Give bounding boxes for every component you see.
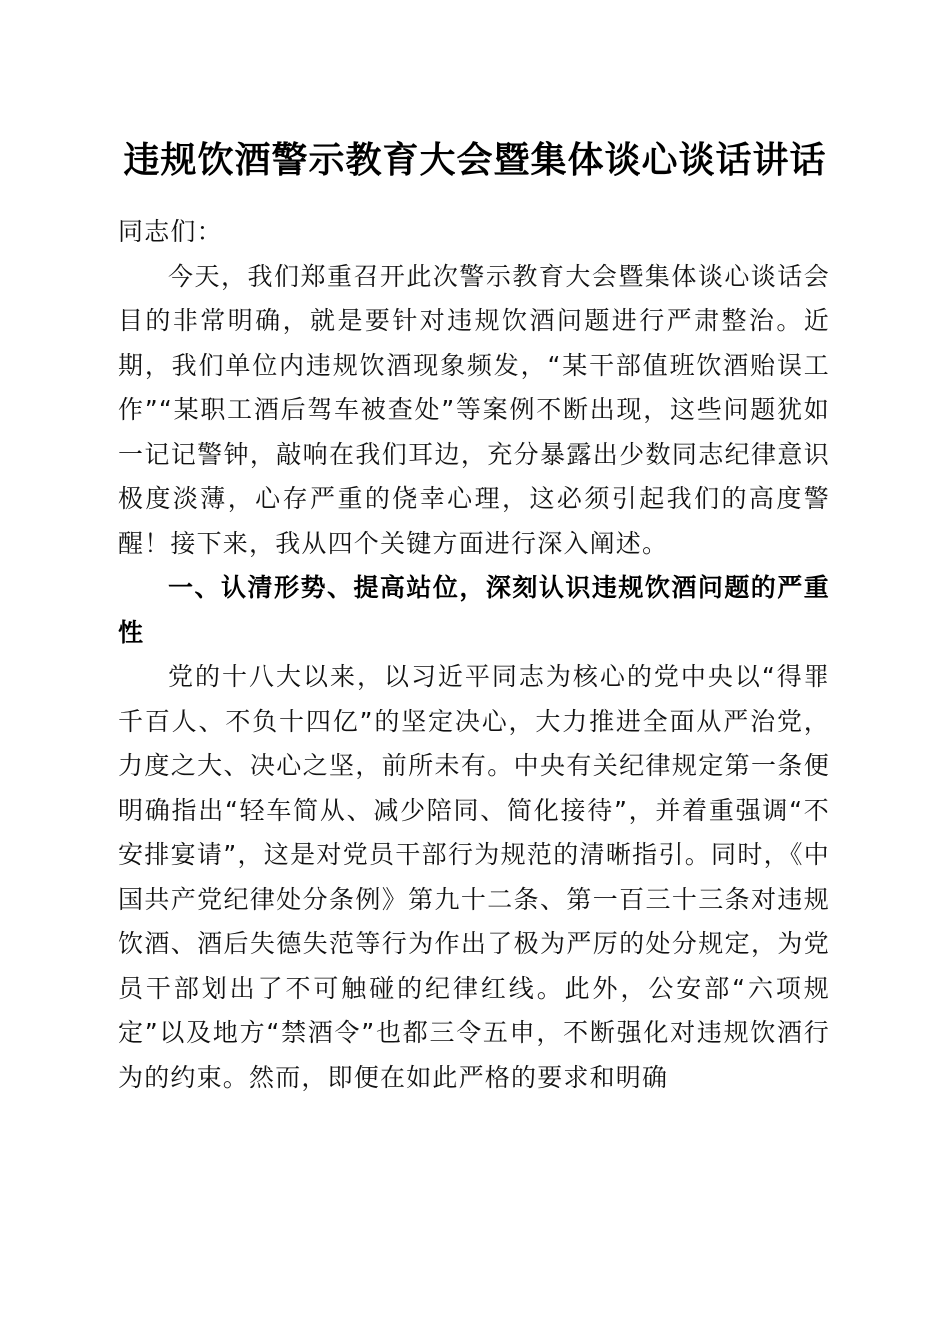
document-title: 违规饮酒警示教育大会暨集体谈心谈话讲话 (123, 139, 827, 181)
document-body (118, 210, 830, 1100)
section-heading-1: 一、认清形势、提高站位，深刻认识违规饮酒问题的严重性 (118, 573, 830, 647)
salutation: 同志们： (118, 217, 223, 246)
paragraph-section-1: 党的十八大以来，以习近平同志为核心的党中央以“得罪千百人、不负十四亿”的坚定决心，大力推进全面从严治党，力度之大、决心之坚，前所未有。中央有关纪律规定第一条便明确指出“轻车简从、减少陪同、简化接待”，并着重强调“不安排宴请”，这是对党员干部行为规范的清晰指引。同时，《中国共产党纪律处分条例》第九十二条、第一百三十三条对违规饮酒、酒后失德失范等行为作出了极为严厉的处分规定，为党员干部划出了不可触碰的纪律红线。此外，公安部“六项规定”以及地方“禁酒令”也都三令五申，不断强化对违规饮酒行为的约束。然而，即便在如此严格的要求和明确 (118, 662, 830, 1092)
paragraph-intro: 今天，我们郑重召开此次警示教育大会暨集体谈心谈话会目的非常明确，就是要针对违规饮酒问题进行严肃整治。近期，我们单位内违规饮酒现象频发，“某干部值班饮酒贻误工作”“某职工酒后驾车被查处”等案例不断出现，这些问题犹如一记记警钟，敲响在我们耳边，充分暴露出少数同志纪律意识极度淡薄，心存严重的侥幸心理，这必须引起我们的高度警醒！接下来，我从四个关键方面进行深入阐述。 (118, 261, 830, 558)
